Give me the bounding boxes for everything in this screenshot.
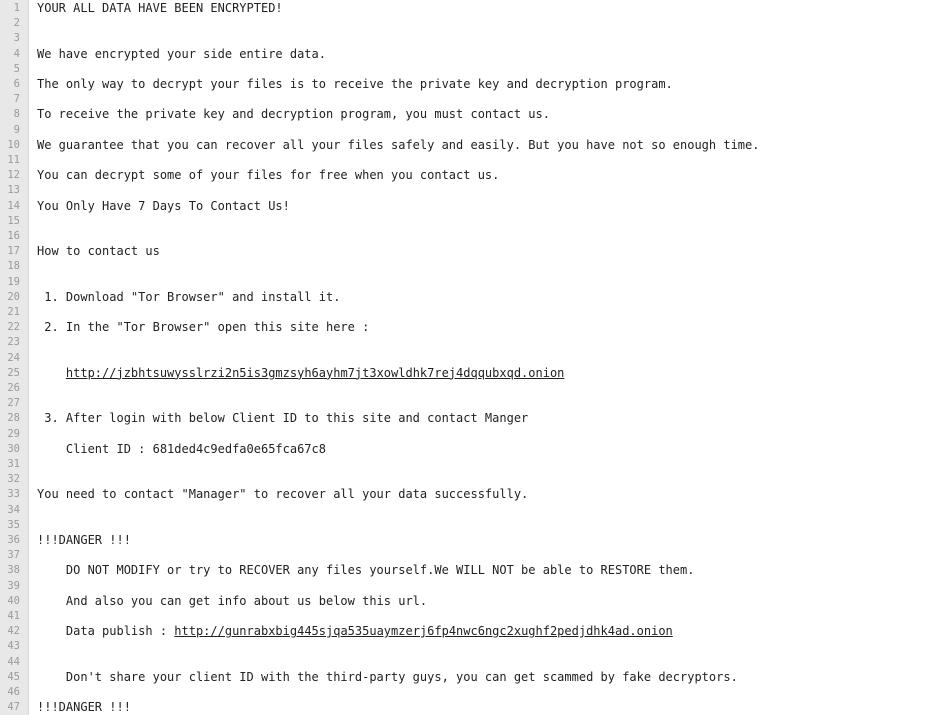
line-text: !!!DANGER !!! [37, 700, 131, 715]
line-number: 36 [7, 534, 20, 546]
editor-line [0, 366, 940, 381]
line-number: 37 [7, 549, 20, 562]
editor-line [0, 92, 940, 107]
editor-line [0, 259, 940, 274]
editor-line [0, 411, 940, 426]
line-number: 25 [7, 366, 20, 379]
line-number: 16 [7, 230, 20, 242]
line-number: 30 [7, 442, 20, 455]
line-number: 44 [7, 655, 20, 668]
line-number: 17 [7, 245, 20, 258]
line-number: 32 [7, 473, 20, 486]
line-number: 43 [7, 640, 20, 653]
line-number: 7 [13, 93, 20, 106]
line-number: 27 [7, 397, 20, 410]
editor-line [0, 563, 940, 578]
editor-line [0, 685, 940, 700]
editor-line [0, 199, 940, 214]
line-number: 10 [7, 138, 20, 151]
line-number: 41 [7, 610, 20, 622]
line-text [37, 366, 564, 381]
editor-line [0, 700, 940, 715]
line-number: 26 [7, 382, 20, 394]
line-number: 42 [7, 625, 20, 638]
line-number: 14 [7, 199, 20, 212]
line-number: 9 [13, 123, 20, 136]
line-number: 18 [7, 260, 20, 273]
editor-line [0, 518, 940, 533]
line-number: 3 [13, 32, 20, 45]
line-number: 22 [7, 321, 20, 334]
line-number: 4 [13, 47, 20, 60]
onion-link[interactable]: http://gunrabxbig445sjqa535uaymzerj6fp4nwc6ngc2xughf2pedjdhk4ad.onion [174, 624, 673, 639]
editor-line [0, 624, 940, 639]
line-number: 45 [7, 670, 20, 683]
editor-line [0, 533, 940, 548]
line-number: 34 [7, 503, 20, 516]
editor-line [0, 503, 940, 518]
editor-line [0, 639, 940, 654]
line-number: 12 [7, 169, 20, 182]
line-text: The only way to decrypt your files is to receive the private key and decryption program. [37, 77, 673, 91]
line-text: Data publish : http://gunrabxbig445sjqa535uaymzerj6fp4nwc6ngc2xughf2pedjdhk4ad.onion [37, 624, 673, 639]
line-number: 46 [7, 686, 20, 698]
editor-line [0, 594, 940, 609]
editor-line [0, 579, 940, 594]
editor-line [0, 1, 940, 16]
line-number: 11 [7, 154, 20, 166]
line-text: We guarantee that you can recover all your files safely and easily. But you have not so enough time. [37, 137, 760, 152]
editor-line [0, 138, 940, 153]
line-text: YOUR ALL DATA HAVE BEEN ENCRYPTED! [37, 1, 283, 15]
editor-line [0, 305, 940, 320]
line-number: 15 [7, 214, 20, 227]
line-number: 20 [7, 290, 20, 303]
line-text: Don't share your client ID with the third-party guys, you can get scammed by fake decryptors. [37, 669, 738, 684]
editor-line [0, 123, 940, 138]
editor-line [0, 548, 940, 563]
line-text: DO NOT MODIFY or try to RECOVER any files yourself.We WILL NOT be able to RESTORE them. [37, 563, 695, 578]
editor-line [0, 244, 940, 259]
line-number: 1 [13, 2, 20, 14]
editor-line [0, 107, 940, 122]
editor-line [0, 31, 940, 46]
editor-line [0, 62, 940, 77]
editor-line [0, 655, 940, 670]
line-number: 2 [13, 17, 20, 30]
editor-line [0, 457, 940, 472]
editor-line [0, 472, 940, 487]
line-number: 8 [13, 108, 20, 121]
editor-line [0, 229, 940, 244]
line-text: And also you can get info about us below this url. [37, 593, 428, 608]
line-number: 31 [7, 458, 20, 470]
editor-line [0, 442, 940, 457]
editor-line [0, 16, 940, 31]
line-number: 35 [7, 518, 20, 531]
line-number: 39 [7, 579, 20, 592]
editor-line [0, 335, 940, 350]
editor-line [0, 396, 940, 411]
line-text: We have encrypted your side entire data. [37, 46, 326, 61]
line-number: 28 [7, 412, 20, 425]
line-number: 6 [13, 78, 20, 90]
line-text: To receive the private key and decryption program, you must contact us. [37, 107, 550, 122]
line-text: Client ID : 681ded4c9edfa0e65fca67c8 [37, 441, 326, 456]
editor-line [0, 168, 940, 183]
editor-line [0, 77, 940, 92]
onion-link[interactable]: http://jzbhtsuwysslrzi2n5is3gmzsyh6ayhm7jt3xowldhk7rej4dqqubxqd.onion [65, 365, 565, 380]
line-number: 40 [7, 594, 20, 607]
line-text: 1. Download "Tor Browser" and install it. [37, 289, 341, 304]
line-number: 21 [7, 306, 20, 318]
editor-line [0, 153, 940, 168]
line-text: 2. In the "Tor Browser" open this site here : [37, 320, 370, 335]
editor-line [0, 670, 940, 685]
line-text: You can decrypt some of your files for free when you contact us. [37, 168, 500, 183]
editor-line [0, 183, 940, 198]
editor-line [0, 381, 940, 396]
line-number: 5 [13, 62, 20, 75]
line-text: How to contact us [37, 244, 160, 259]
line-number: 47 [7, 701, 20, 714]
line-number: 38 [7, 564, 20, 577]
line-text: 3. After login with below Client ID to this site and contact Manger [37, 411, 529, 426]
editor-line [0, 47, 940, 62]
editor-line [0, 609, 940, 624]
line-text: You need to contact "Manager" to recover all your data successfully. [37, 487, 529, 502]
line-text: !!!DANGER !!! [37, 533, 131, 547]
line-number: 33 [7, 488, 20, 501]
line-text: You Only Have 7 Days To Contact Us! [37, 198, 290, 213]
editor-line [0, 275, 940, 290]
editor-line [0, 351, 940, 366]
editor-line [0, 427, 940, 442]
line-number: 19 [7, 275, 20, 288]
editor-line [0, 214, 940, 229]
line-number: 23 [7, 336, 20, 349]
editor-line [0, 320, 940, 335]
line-number: 29 [7, 427, 20, 440]
editor-line [0, 290, 940, 305]
line-number: 13 [7, 184, 20, 197]
line-number: 24 [7, 351, 20, 364]
editor-line [0, 487, 940, 502]
